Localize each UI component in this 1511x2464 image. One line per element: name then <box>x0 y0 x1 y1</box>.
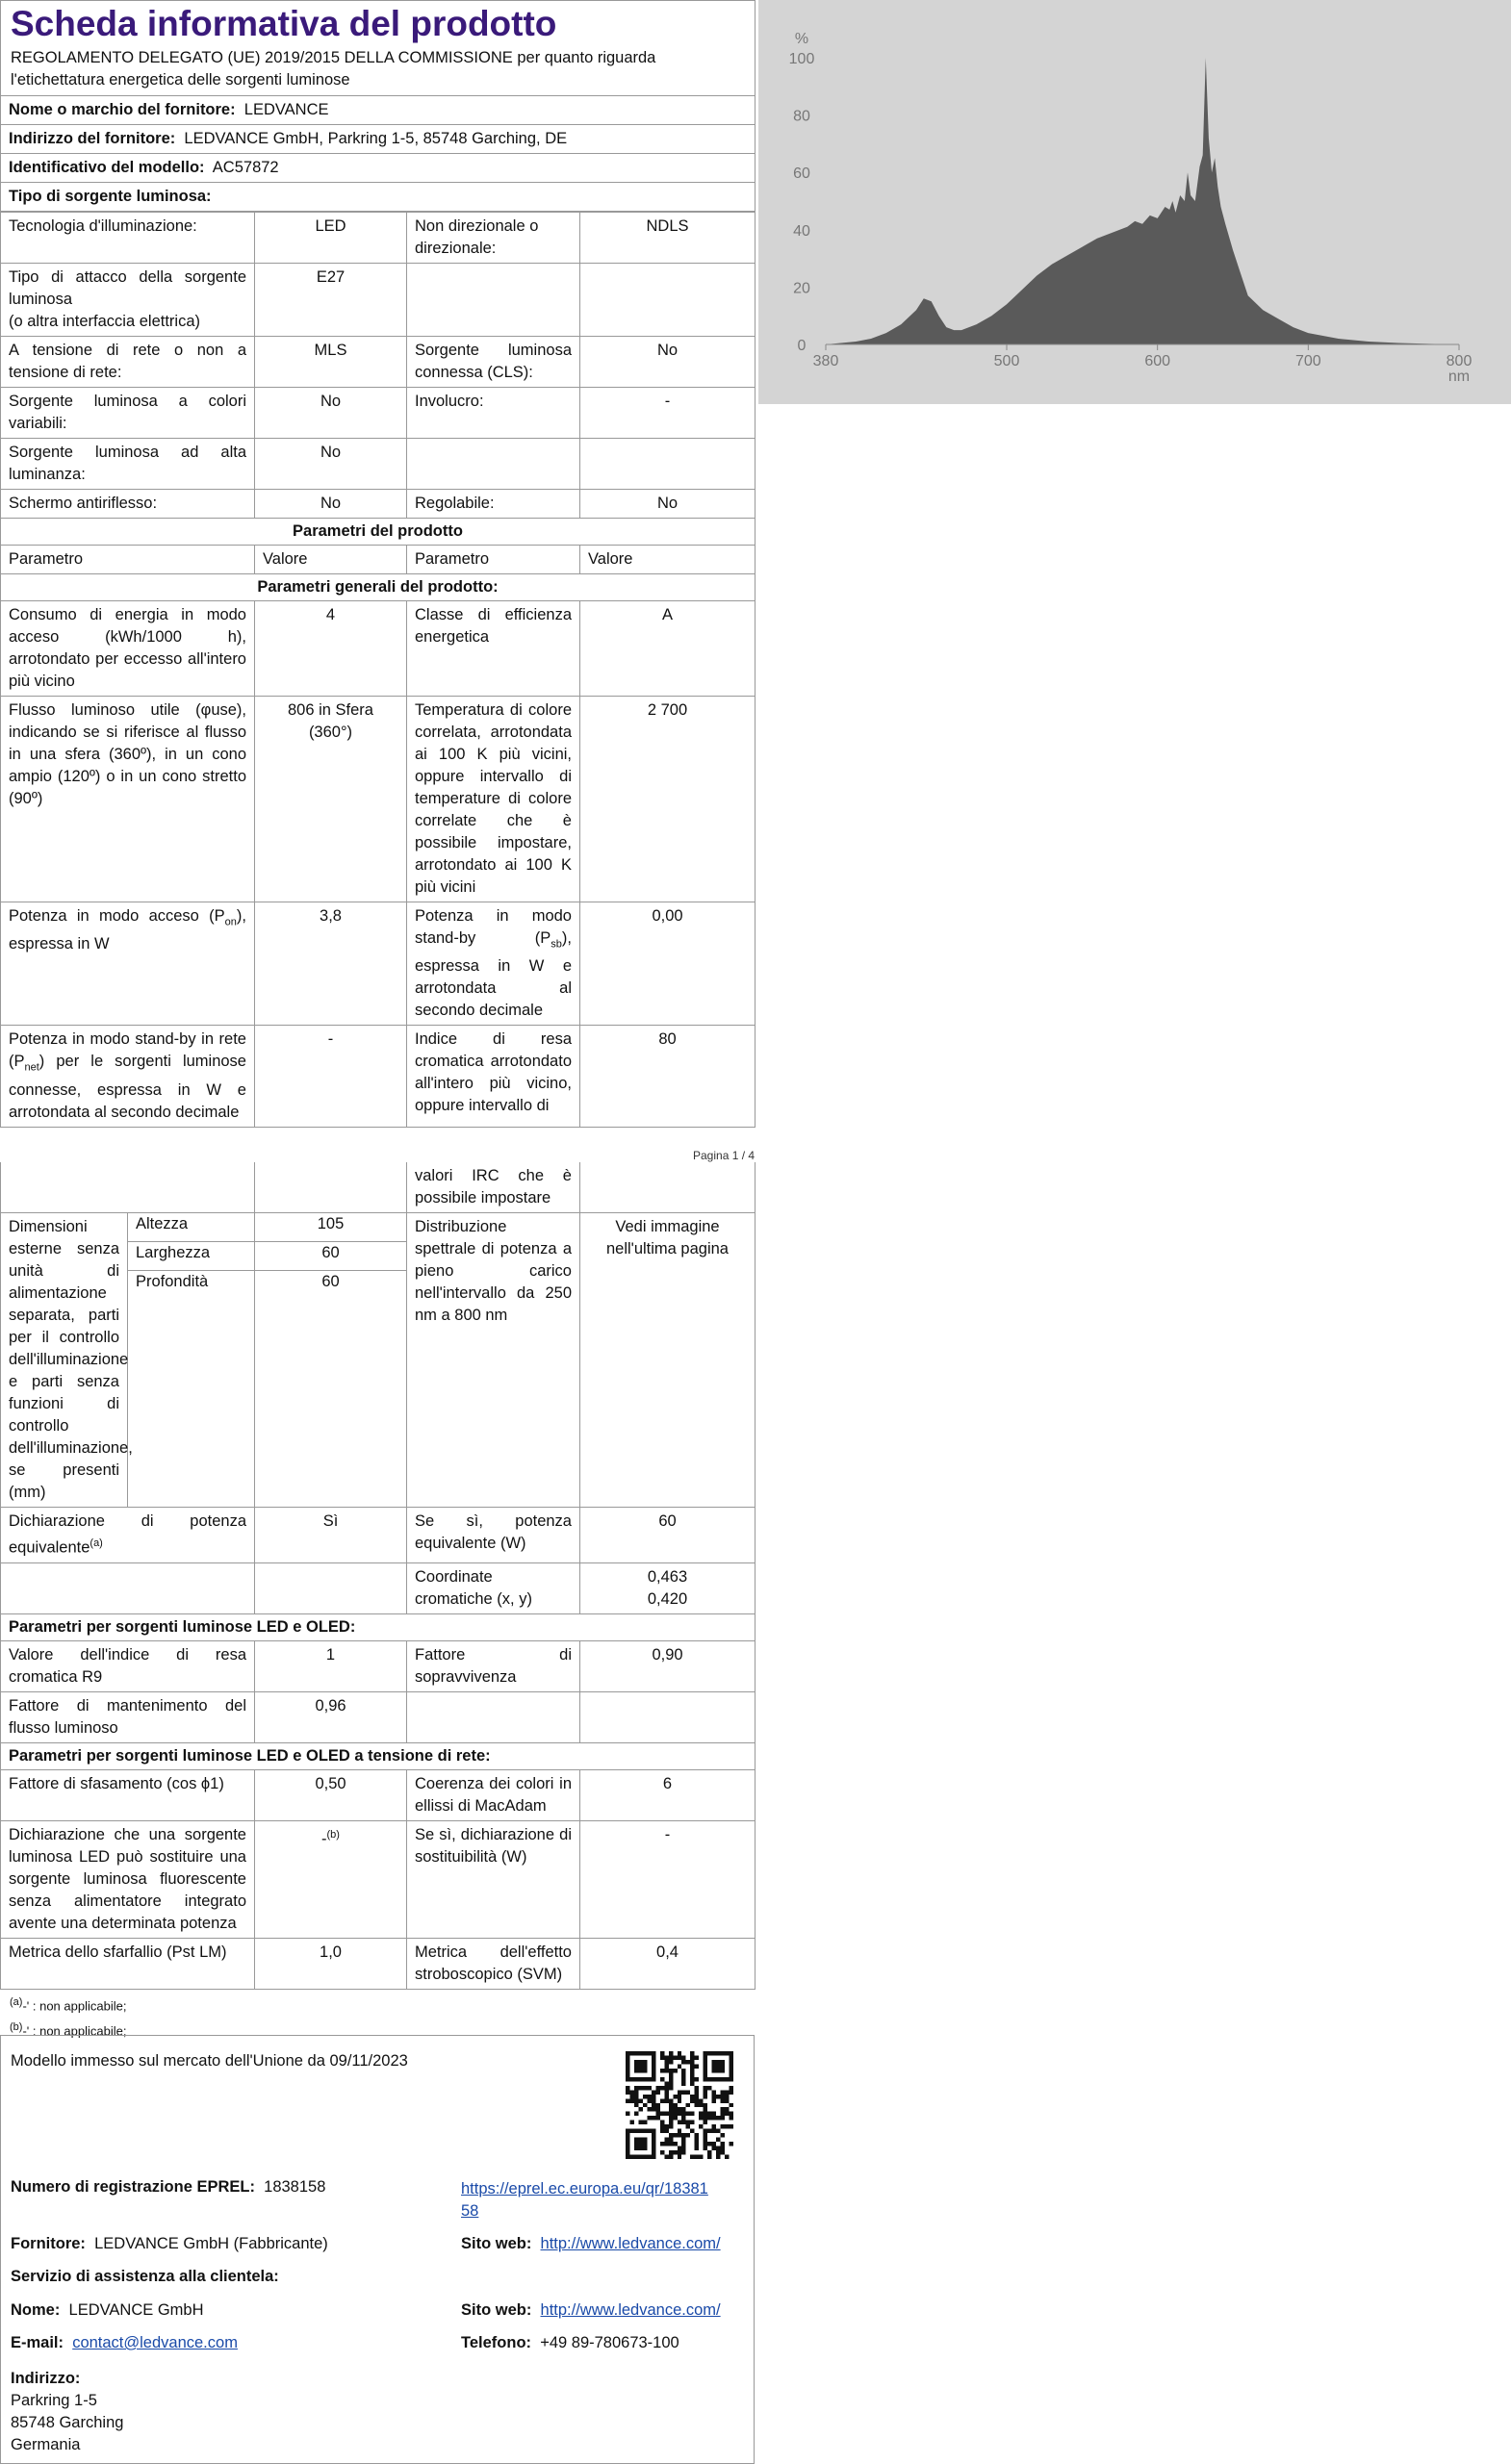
type-row-label: Tipo di attacco della sorgente luminosa <box>9 268 246 308</box>
param-label: ) per le sorgenti luminose connesse, espressa in W e arrotondata al secondo decimale <box>9 1053 246 1121</box>
type-row <box>1 337 756 388</box>
service-name-value: LEDVANCE GmbH <box>68 2301 204 2319</box>
general-params-title: Parametri generali del prodotto: <box>1 574 756 601</box>
param-label: Consumo di energia in modo acceso (kWh/1000 h), arrotondato per eccesso all'intero più vicino <box>1 601 255 697</box>
type-row-value: No <box>255 388 407 439</box>
spectrum-area <box>826 58 1459 344</box>
param-row <box>1 697 756 902</box>
type-row-value: No <box>580 490 756 519</box>
address-line: 85748 Garching <box>11 2414 124 2431</box>
x-tick-label: 700 <box>1294 353 1321 369</box>
r9-value: 1 <box>255 1640 407 1691</box>
y-tick-label: 60 <box>793 165 810 183</box>
type-row-label: Non direzionale o direzionale: <box>407 213 580 264</box>
equivalent-power-value: Sì <box>255 1508 407 1563</box>
type-row-label-note: (o altra interfaccia elettrica) <box>9 313 200 330</box>
footer-supplier-value: LEDVANCE GmbH (Fabbricante) <box>94 2235 328 2252</box>
param-label: Temperatura di colore correlata, arrotondata ai 100 K più vicini, oppure intervallo di temperature di colore correlate che è possibile impostare, arrotondato ai 100 K più vicini <box>407 697 580 902</box>
y-tick-label: 20 <box>793 280 810 297</box>
svm-value: 0,4 <box>580 1938 756 1989</box>
email-link[interactable]: contact@ledvance.com <box>72 2334 238 2351</box>
param-label: Indice di resa cromatica arrotondato all'intero più vicino, oppure intervallo di <box>407 1026 580 1127</box>
height-value: 105 <box>255 1213 407 1242</box>
macadam-value: 6 <box>580 1769 756 1820</box>
phone-value: +49 89-780673-100 <box>540 2334 679 2351</box>
website-link[interactable]: http://www.ledvance.com/ <box>540 2235 721 2252</box>
type-row-value: NDLS <box>580 213 756 264</box>
model-value: AC57872 <box>212 159 279 176</box>
param-value: 4 <box>255 601 407 697</box>
r9-label: Valore dell'indice di resa cromatica R9 <box>1 1640 255 1691</box>
macadam-label: Coerenza dei colori in ellissi di MacAdam <box>407 1769 580 1820</box>
qr-modules <box>626 2051 733 2159</box>
type-row-value: MLS <box>255 337 407 388</box>
footnote-b-mark: (b) <box>10 2020 23 2033</box>
chromaticity-x: 0,463 <box>647 1567 688 1586</box>
param-value: 806 in Sfera (360°) <box>255 697 407 902</box>
param-label: Potenza in modo stand-by in rete (P <box>9 1030 246 1071</box>
spectral-chart-panel <box>758 0 1511 404</box>
product-params-title: Parametri del prodotto <box>1 519 756 546</box>
type-table <box>0 212 756 1128</box>
param-label-continuation: valori IRC che è possibile impostare <box>407 1162 580 1213</box>
maintenance-label: Fattore di mantenimento del flusso luminoso <box>1 1691 255 1742</box>
param-row <box>1 601 756 697</box>
product-sheet-page-2 <box>0 1162 755 2042</box>
param-value: 80 <box>580 1026 756 1127</box>
type-label: Tipo di sorgente luminosa: <box>9 188 212 205</box>
column-header-param: Parametro <box>407 546 580 574</box>
depth-value: 60 <box>255 1271 407 1508</box>
customer-service-label: Servizio di assistenza alla clientela: <box>11 2268 279 2285</box>
fluorescent-watt-label: Se sì, dichiarazione di sostituibilità (W) <box>407 1820 580 1938</box>
type-row-label: Tecnologia d'illuminazione: <box>1 213 255 264</box>
type-row-value: - <box>580 388 756 439</box>
footnote-b-text: -' : non applicabile; <box>22 2023 127 2039</box>
model-label: Identificativo del modello: <box>9 159 205 176</box>
type-row-label: A tensione di rete o non a tensione di rete: <box>1 337 255 388</box>
equivalent-watt-label: Se sì, potenza equivalente (W) <box>407 1508 580 1563</box>
eprel-link[interactable]: https://eprel.ec.europa.eu/qr/1838158 <box>461 2180 708 2220</box>
fluorescent-label: Dichiarazione che una sorgente luminosa LED può sostituire una sorgente luminosa fluorescente senza alimentatore integrato avente una determinata potenza <box>1 1820 255 1938</box>
phone-label: Telefono: <box>461 2334 532 2351</box>
param-label-subscript: on <box>224 916 237 928</box>
chromaticity-label: Coordinate cromatiche (x, y) <box>407 1562 580 1613</box>
page-title: Scheda informativa del prodotto <box>11 4 557 43</box>
type-row-value <box>580 264 756 337</box>
column-header-value: Valore <box>255 546 407 574</box>
page2-table <box>0 1162 756 1990</box>
survival-label: Fattore di sopravvivenza <box>407 1640 580 1691</box>
website-label: Sito web: <box>461 2235 532 2252</box>
type-row-value: E27 <box>255 264 407 337</box>
param-value: A <box>580 601 756 697</box>
width-value: 60 <box>255 1242 407 1271</box>
param-label: ), espressa in W e arrotondata al secondo decimale <box>415 929 572 1020</box>
column-header-param: Parametro <box>1 546 255 574</box>
x-tick-label: 800 <box>1446 353 1473 369</box>
address-label: Indirizzo del fornitore: <box>9 130 176 147</box>
param-label: Potenza in modo acceso (P <box>9 907 225 925</box>
address-line: Germania <box>11 2436 81 2453</box>
param-row <box>1 1026 756 1127</box>
header-table <box>0 0 756 212</box>
market-date: Modello immesso sul mercato dell'Unione da 09/11/2023 <box>11 2052 408 2070</box>
phase-label: Fattore di sfasamento (cos ϕ1) <box>1 1769 255 1820</box>
type-row <box>1 213 756 264</box>
fluorescent-watt-value: - <box>580 1820 756 1938</box>
regulation-text: REGOLAMENTO DELEGATO (UE) 2019/2015 DELLA COMMISSIONE per quanto riguarda l'etichettatura energetica delle sorgenti luminose <box>11 49 656 89</box>
address-line: Parkring 1-5 <box>11 2392 97 2409</box>
x-tick-label: 500 <box>993 353 1020 369</box>
param-label: ), espressa in W <box>9 907 246 953</box>
type-row <box>1 439 756 490</box>
address-value: LEDVANCE GmbH, Parkring 1-5, 85748 Garching, DE <box>184 130 568 147</box>
pst-label: Metrica dello sfarfallio (Pst LM) <box>1 1938 255 1989</box>
width-label: Larghezza <box>128 1242 255 1271</box>
y-tick-label: 40 <box>793 222 810 240</box>
survival-value: 0,90 <box>580 1640 756 1691</box>
x-tick-label: 600 <box>1144 353 1171 369</box>
y-tick-label: 0 <box>797 338 807 354</box>
type-row-label: Sorgente luminosa connessa (CLS): <box>407 337 580 388</box>
type-row-label <box>407 264 580 337</box>
type-row <box>1 388 756 439</box>
maintenance-value: 0,96 <box>255 1691 407 1742</box>
param-row <box>1 902 756 1026</box>
spd-value: Vedi immagine nell'ultima pagina <box>580 1213 756 1508</box>
equivalent-power-label: Dichiarazione di potenza equivalente <box>9 1512 246 1557</box>
x-tick-label: 380 <box>812 353 839 369</box>
column-header-row <box>1 546 756 574</box>
param-value: 0,00 <box>580 902 756 1026</box>
address-label-footer: Indirizzo: <box>11 2370 81 2387</box>
service-website-link[interactable]: http://www.ledvance.com/ <box>540 2301 721 2319</box>
product-sheet-page-1 <box>0 0 755 1128</box>
dimensions-label: Dimensioni esterne senza unità di alimentazione separata, parti per il controllo dell'illuminazione e parti senza funzioni di controllo dell'illuminazione, se presenti (mm) <box>1 1213 128 1508</box>
type-row-label: Schermo antiriflesso: <box>1 490 255 519</box>
param-value: - <box>255 1026 407 1127</box>
param-label-subscript: sb <box>551 938 562 951</box>
footnote-ref-a: (a) <box>90 1537 103 1549</box>
type-row-value: No <box>580 337 756 388</box>
svm-label: Metrica dell'effetto stroboscopico (SVM) <box>407 1938 580 1989</box>
y-tick-label: 100 <box>788 51 815 67</box>
param-value: 3,8 <box>255 902 407 1026</box>
x-axis-label: nm <box>1447 368 1471 385</box>
y-tick-label: 80 <box>793 108 810 125</box>
led-params-title: Parametri per sorgenti luminose LED e OLED: <box>1 1613 756 1640</box>
service-name-label: Nome: <box>11 2301 61 2319</box>
qr-code-icon[interactable] <box>626 2051 733 2159</box>
spectral-distribution-chart <box>758 0 1511 404</box>
type-row-label <box>407 439 580 490</box>
footnote-a <box>0 1992 755 2017</box>
type-row-label: Regolabile: <box>407 490 580 519</box>
type-row-label: Involucro: <box>407 388 580 439</box>
type-row-value: LED <box>255 213 407 264</box>
type-row-value: No <box>255 439 407 490</box>
param-label-subscript: net <box>24 1061 39 1074</box>
column-header-value: Valore <box>580 546 756 574</box>
type-row <box>1 264 756 337</box>
fluorescent-value: - <box>321 1830 327 1847</box>
eprel-label: Numero di registrazione EPREL: <box>11 2178 255 2196</box>
eprel-value: 1838158 <box>264 2178 326 2196</box>
supplier-label: Nome o marchio del fornitore: <box>9 101 236 118</box>
param-label: Potenza in modo stand-by (P <box>415 907 572 947</box>
service-website-label: Sito web: <box>461 2301 532 2319</box>
page-number: Pagina 1 / 4 <box>693 1149 756 1162</box>
param-value: 2 700 <box>580 697 756 902</box>
chromaticity-y: 0,420 <box>647 1589 688 1608</box>
footnote-a-text: -' : non applicabile; <box>22 1997 127 2013</box>
type-row-label: Sorgente luminosa ad alta luminanza: <box>1 439 255 490</box>
footnote-a-mark: (a) <box>10 1995 23 2008</box>
type-row-value: No <box>255 490 407 519</box>
supplier-value: LEDVANCE <box>243 101 329 118</box>
footer-supplier-label: Fornitore: <box>11 2235 86 2252</box>
mains-params-title: Parametri per sorgenti luminose LED e OLED a tensione di rete: <box>1 1742 756 1769</box>
type-row <box>1 490 756 519</box>
param-label: Classe di efficienza energetica <box>407 601 580 697</box>
email-label: E-mail: <box>11 2334 64 2351</box>
spd-label: Distribuzione spettrale di potenza a pieno carico nell'intervallo da 250 nm a 800 nm <box>407 1213 580 1508</box>
y-axis-label: % <box>794 31 809 47</box>
footnote-ref-b: (b) <box>326 1828 340 1841</box>
param-label: Flusso luminoso utile (φuse), indicando se si riferisce al flusso in una sfera (360º), in un cono ampio (120º) o in un cono stretto (90º) <box>1 697 255 902</box>
depth-label: Profondità <box>128 1271 255 1508</box>
equivalent-watt-value: 60 <box>580 1508 756 1563</box>
height-label: Altezza <box>128 1213 255 1242</box>
phase-value: 0,50 <box>255 1769 407 1820</box>
type-row-value <box>580 439 756 490</box>
pst-value: 1,0 <box>255 1938 407 1989</box>
type-row-label: Sorgente luminosa a colori variabili: <box>1 388 255 439</box>
